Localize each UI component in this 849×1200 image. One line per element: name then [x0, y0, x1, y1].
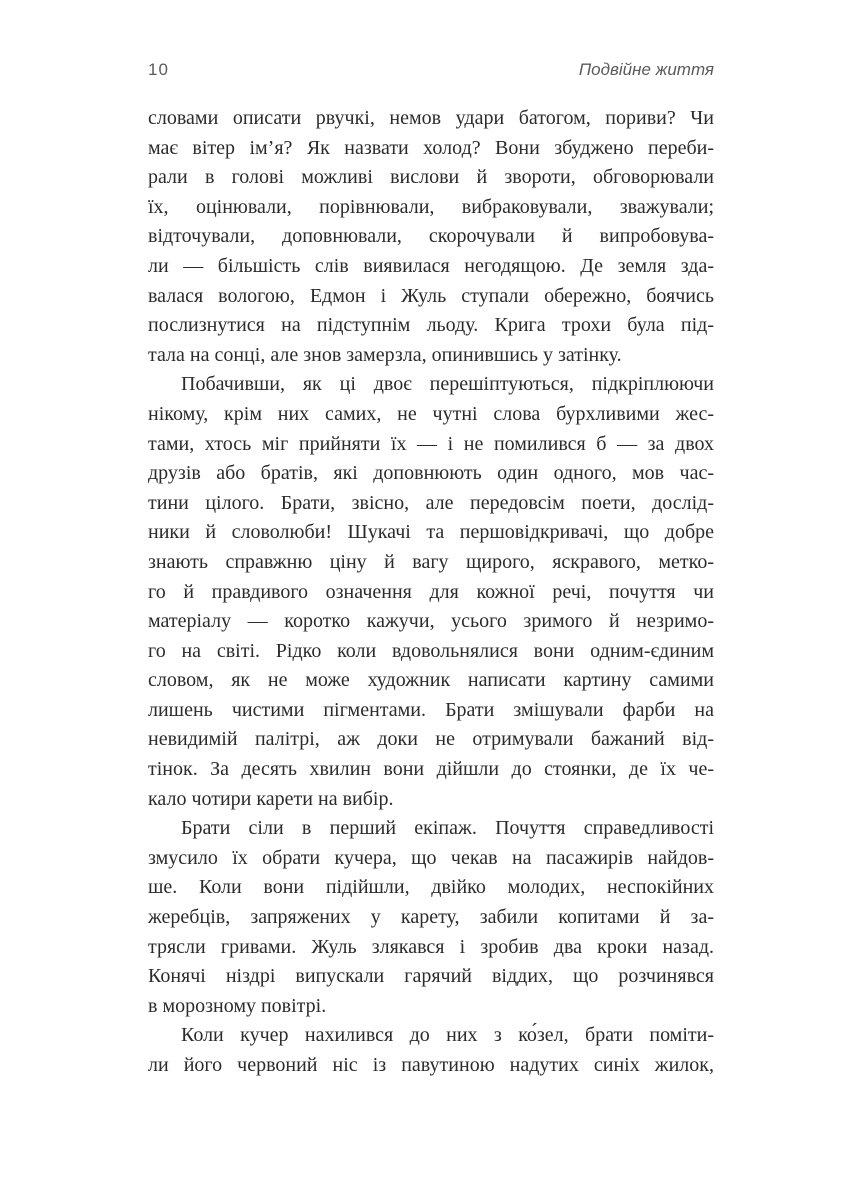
text-line: жеребців, запряжених у карету, забили копитами й за-	[148, 906, 714, 929]
text-line: тінок. За десять хвилин вони дійшли до стоянки, де їх че-	[148, 758, 714, 781]
text-line: го на світі. Рідко коли вдовольнялися вони одним-єдиним	[148, 639, 714, 662]
text-line: невидимій палітрі, аж доки не отримували бажаний від-	[148, 728, 714, 751]
text-line: має вітер ім’я? Як назвати холод? Вони збуджено переби-	[148, 136, 714, 159]
text-line: нікому, крім них самих, не чутні слова бурхливими жес-	[148, 402, 714, 425]
page-header	[148, 59, 714, 80]
text-line: словами описати рвучкі, немов удари батогом, пориви? Чи	[148, 107, 714, 129]
text-line: їх, оцінювали, порівнювали, вибраковували, зважували;	[148, 195, 714, 218]
text-line: тини цілого. Брати, звісно, але передовсім поети, дослід-	[148, 491, 714, 514]
text-line: словом, як не може художник написати картину самими	[148, 669, 714, 692]
text-line: матеріалу — коротко кажучи, усього зримого й незримо-	[148, 610, 714, 633]
page-body	[148, 104, 714, 1081]
page-number: 10	[148, 60, 169, 79]
text-line: рали в голові можливі вислови й звороти, обговорювали	[148, 166, 714, 189]
text-line: Побачивши, як ці двоє перешіптуються, підкріплюючи	[181, 373, 714, 396]
text-line: кало чотири карети на вибір.	[148, 787, 394, 810]
text-line: ли — більшість слів виявилася негодящою. Де земля зда-	[148, 254, 714, 277]
text-line: Коли кучер нахилився до них з ко́зел, брати поміти-	[181, 1024, 714, 1047]
text-line: тала на сонці, але знов замерзла, опинившись у затінку.	[148, 343, 622, 366]
text-line: змусило їх обрати кучера, що чекав на пасажирів найдов-	[148, 846, 714, 869]
text-line: валася вологою, Едмон і Жуль ступали обережно, боячись	[148, 284, 714, 307]
text-line: знають справжню ціну й вагу щирого, яскравого, метко-	[148, 550, 714, 573]
text-line: Брати сіли в перший екіпаж. Почуття справедливості	[181, 817, 714, 840]
text-line: тами, хтось міг прийняти їх — і не помилився б — за двох	[148, 432, 714, 455]
text-line: послизнутися на підступнім льоду. Крига трохи була під-	[148, 314, 714, 337]
text-line: друзів або братів, які доповнюють один одного, мов час-	[148, 462, 714, 485]
running-title: Подвійне життя	[578, 60, 714, 79]
text-line: лишень чистими пігментами. Брати змішували фарби на	[148, 698, 714, 721]
text-line: го й правдивого означення для кожної речі, почуття чи	[148, 580, 714, 603]
text-line: ли його червоний ніс із павутиною надутих синіх жилок,	[148, 1054, 714, 1076]
text-line: в морозному повітрі.	[148, 994, 327, 1017]
text-line: відточували, доповнювали, скорочували й випробовува-	[148, 225, 714, 248]
text-line: ники й словолюби! Шукачі та першовідкривачі, що добре	[148, 521, 714, 544]
text-line: ше. Коли вони підійшли, двійко молодих, неспокійних	[148, 876, 714, 899]
text-line: Конячі ніздрі випускали гарячий віддих, що розчинявся	[148, 965, 714, 988]
text-line: трясли гривами. Жуль злякався і зробив два кроки назад.	[148, 935, 714, 958]
